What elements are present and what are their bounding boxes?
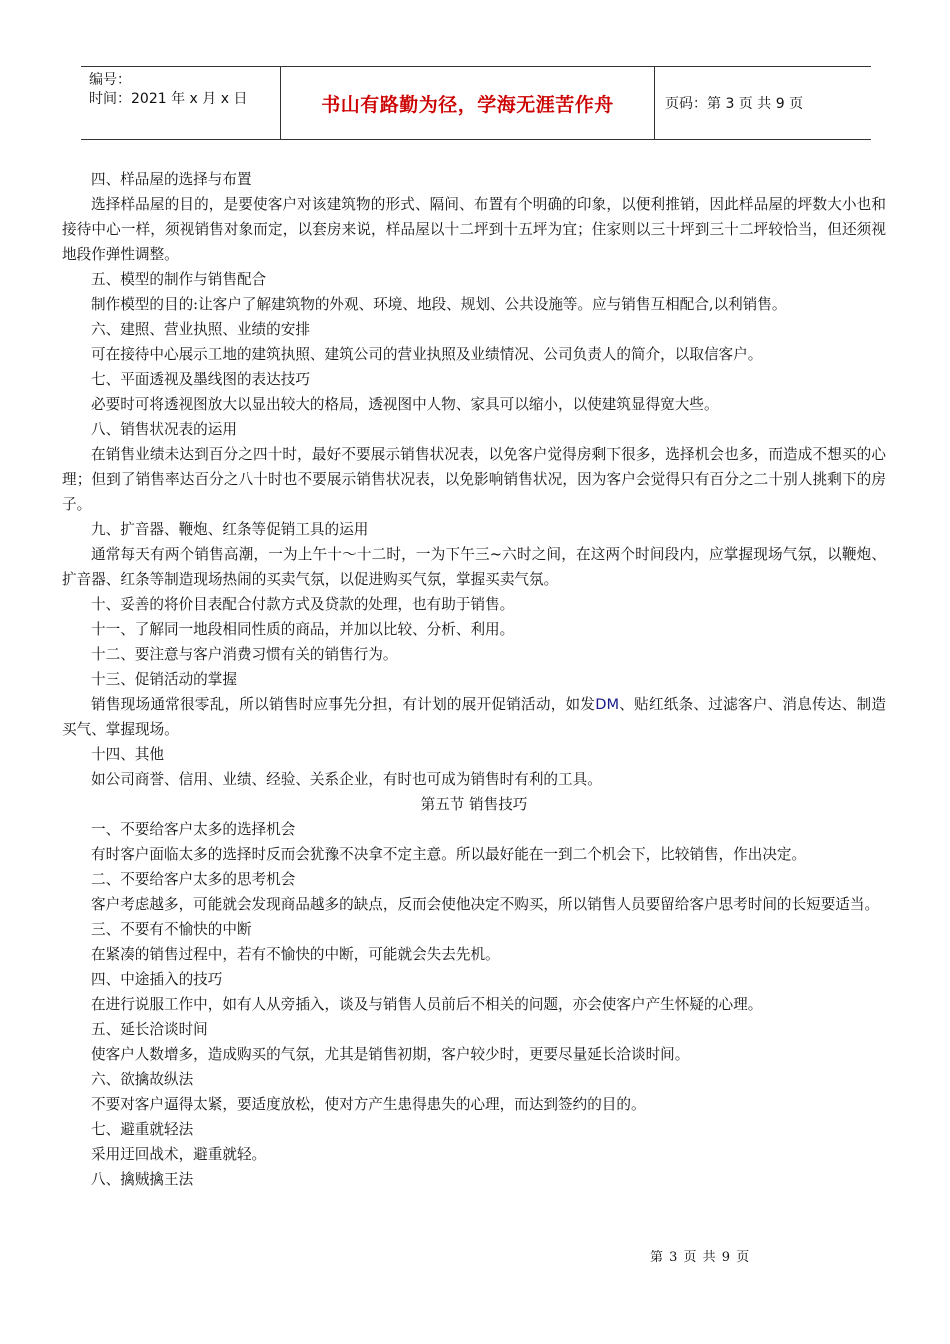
paragraph: 选择样品屋的目的，是要使客户对该建筑物的形式、隔间、布置有个明确的印象，以便利推销，因此样品屋的坪数大小也和接待中心一样，须视销售对象而定，以套房来说，样品屋以十二坪到十五坪为宜；住家则以三十坪到三十二坪较恰当，但还须视地段作弹性调整。 bbox=[62, 196, 886, 263]
heading-nine: 九、扩音器、鞭炮、红条等促销工具的运用 bbox=[91, 521, 369, 538]
dm-text: DM bbox=[595, 696, 620, 713]
document-body bbox=[62, 167, 886, 1192]
text-span: 、贴红纸条、过滤客户、消息传达、制造买气、掌握现场。 bbox=[62, 696, 886, 738]
heading-thirteen: 十三、促销活动的掌握 bbox=[91, 671, 237, 688]
heading-eight: 八、销售状况表的运用 bbox=[91, 421, 237, 438]
header-meta bbox=[81, 67, 281, 139]
number-label: 编号： bbox=[89, 72, 131, 88]
subheading: 八、擒贼擒王法 bbox=[91, 1171, 194, 1188]
paragraph: 客户考虑越多，可能就会发现商品越多的缺点，反而会使他决定不购买，所以销售人员要留给客户思考时间的长短要适当。 bbox=[91, 896, 880, 913]
paragraph: 通常每天有两个销售高潮，一为上午十～十二时，一为下午三~六时之间，在这两个时间段内，应掌握现场气氛，以鞭炮、扩音器、红条等制造现场热闹的买卖气氛，以促进购买气氛，掌握买卖气氛。 bbox=[62, 546, 886, 588]
header-motto: 书山有路勤为径，学海无涯苦作舟 bbox=[281, 67, 655, 139]
subheading: 二、不要给客户太多的思考机会 bbox=[91, 871, 296, 888]
heading-seven: 七、平面透视及墨线图的表达技巧 bbox=[91, 371, 310, 388]
heading-eleven: 十一、了解同一地段相同性质的商品，并加以比较、分析、利用。 bbox=[91, 621, 515, 638]
subheading: 七、避重就轻法 bbox=[91, 1121, 194, 1138]
paragraph: 制作模型的目的:让客户了解建筑物的外观、环境、地段、规划、公共设施等。应与销售互相配合,以利销售。 bbox=[91, 296, 787, 313]
paragraph: 有时客户面临太多的选择时反而会犹豫不决拿不定主意。所以最好能在一到二个机会下，比较销售，作出决定。 bbox=[91, 846, 807, 863]
paragraph: 必要时可将透视图放大以显出较大的格局，透视图中人物、家具可以缩小，以使建筑显得宽大些。 bbox=[91, 396, 719, 413]
subheading: 五、延长洽谈时间 bbox=[91, 1021, 208, 1038]
section-title: 第五节 销售技巧 bbox=[420, 796, 528, 813]
paragraph bbox=[62, 692, 886, 742]
paragraph: 采用迂回战术，避重就轻。 bbox=[91, 1146, 267, 1163]
subheading: 六、欲擒故纵法 bbox=[91, 1071, 194, 1088]
heading-four: 四、样品屋的选择与布置 bbox=[91, 171, 252, 188]
heading-twelve: 十二、要注意与客户消费习惯有关的销售行为。 bbox=[91, 646, 398, 663]
document-header bbox=[81, 66, 871, 140]
heading-six: 六、建照、营业执照、业绩的安排 bbox=[91, 321, 310, 338]
paragraph: 在紧凑的销售过程中，若有不愉快的中断，可能就会失去先机。 bbox=[91, 946, 500, 963]
subheading: 一、不要给客户太多的选择机会 bbox=[91, 821, 296, 838]
page-footer: 第 3 页 共 9 页 bbox=[650, 1250, 751, 1265]
heading-five: 五、模型的制作与销售配合 bbox=[91, 271, 267, 288]
heading-ten: 十、妥善的将价目表配合付款方式及贷款的处理，也有助于销售。 bbox=[91, 596, 515, 613]
paragraph: 如公司商誉、信用、业绩、经验、关系企业，有时也可成为销售时有利的工具。 bbox=[91, 771, 602, 788]
paragraph: 可在接待中心展示工地的建筑执照、建筑公司的营业执照及业绩情况、公司负责人的简介，以取信客户。 bbox=[91, 346, 763, 363]
text-span: 销售现场通常很零乱，所以销售时应事先分担，有计划的展开促销活动，如发 bbox=[91, 696, 596, 713]
heading-fourteen: 十四、其他 bbox=[91, 746, 164, 763]
header-page-label: 页码：第 3 页 共 9 页 bbox=[665, 96, 804, 112]
paragraph: 在销售业绩未达到百分之四十时，最好不要展示销售状况表，以免客户觉得房剩下很多，选择机会也多，而造成不想买的心理；但到了销售率达百分之八十时也不要展示销售状况表，以免影响销售状况，因为客户会觉得只有百分之二十别人挑剩下的房子。 bbox=[62, 446, 886, 513]
subheading: 三、不要有不愉快的中断 bbox=[91, 921, 252, 938]
time-label: 时间：2021 年 x 月 x 日 bbox=[89, 91, 248, 107]
paragraph: 在进行说服工作中，如有人从旁插入，谈及与销售人员前后不相关的问题，亦会使客户产生怀疑的心理。 bbox=[91, 996, 763, 1013]
subheading: 四、中途插入的技巧 bbox=[91, 971, 223, 988]
paragraph: 不要对客户逼得太紧，要适度放松，使对方产生患得患失的心理，而达到签约的目的。 bbox=[91, 1096, 646, 1113]
paragraph: 使客户人数增多，造成购买的气氛，尤其是销售初期，客户较少时，更要尽量延长洽谈时间。 bbox=[91, 1046, 690, 1063]
